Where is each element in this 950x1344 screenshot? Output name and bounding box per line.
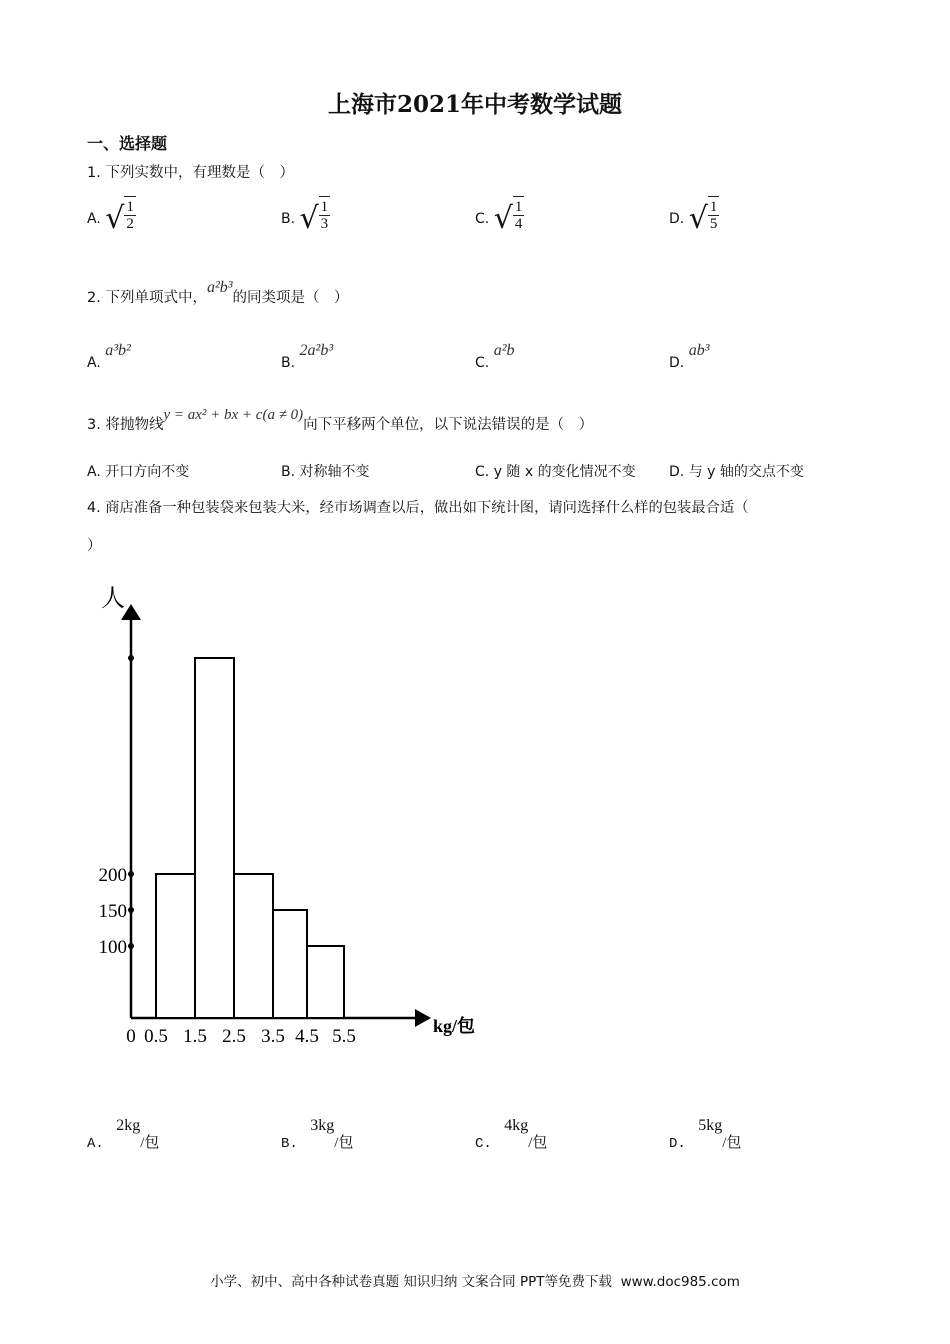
q3-option-b	[281, 461, 370, 481]
page-title: 上海市2021年中考数学试题	[327, 91, 622, 118]
stem-text: 向下平移两个单位，以下说法错误的是（ ）	[303, 417, 594, 433]
option-label: C.	[475, 211, 490, 227]
option-unit: /包	[334, 1135, 354, 1151]
option-label: A.	[87, 464, 101, 480]
option-unit: /包	[140, 1135, 160, 1151]
q1-option-b	[281, 196, 330, 242]
stem-text: 3. 将抛物线	[87, 417, 164, 433]
y-tick-dot	[128, 943, 134, 949]
option-label: B.	[281, 355, 296, 371]
sqrt-expression: √ $\frac{1}{2}$	[105, 196, 136, 242]
question-4-stem-line2: ）	[87, 538, 102, 554]
option-unit: /包	[528, 1135, 548, 1151]
x-tick-label: 2.5	[222, 1026, 246, 1047]
option-math: 2a²b³	[299, 342, 334, 359]
x-axis-label: kg/包	[433, 1016, 476, 1036]
q4-option-b	[281, 1114, 354, 1152]
fraction-denominator: 2	[126, 216, 134, 232]
question-2-stem	[87, 279, 349, 307]
option-label: D.	[669, 1136, 686, 1152]
stem-math: y = ax² + bx + c(a ≠ 0)	[163, 407, 304, 423]
q2-option-d	[669, 342, 710, 371]
sqrt-expression: √ $\frac{1}{5}$	[689, 196, 720, 242]
x-tick-label: 5.5	[332, 1026, 356, 1047]
option-label: C.	[475, 464, 490, 480]
option-text: y 随 x 的变化情况不变	[493, 464, 636, 480]
q2-option-a	[87, 342, 131, 371]
x-tick-label: 0.5	[144, 1026, 168, 1047]
sqrt-expression: √ $\frac{1}{4}$	[494, 196, 525, 242]
q3-option-a	[87, 461, 189, 481]
x-tick-label: 3.5	[261, 1026, 285, 1047]
histogram-bar	[307, 946, 344, 1018]
chart-bars	[156, 658, 344, 1018]
option-label: D.	[669, 464, 685, 480]
question-1-stem: 1. 下列实数中，有理数是（ ）	[87, 165, 294, 181]
footer-text: 小学、初中、高中各种试卷真题 知识归纳 文案合同 PPT等免费下载	[210, 1274, 612, 1290]
option-unit: /包	[722, 1135, 742, 1151]
option-value: 4kg	[504, 1117, 529, 1134]
fraction-denominator: 5	[709, 216, 718, 232]
question-3-stem	[87, 407, 594, 434]
option-label: C.	[475, 355, 490, 371]
stem-text: 2. 下列单项式中，	[87, 290, 207, 306]
x-tick-label: 0	[126, 1026, 136, 1047]
option-math: a²b	[493, 342, 515, 359]
histogram-bar	[156, 874, 195, 1018]
q3-option-c	[475, 461, 636, 481]
option-value: 5kg	[698, 1117, 723, 1134]
y-tick-dot	[128, 871, 134, 877]
histogram-bar	[234, 874, 273, 1018]
q4-option-d	[669, 1114, 742, 1152]
question-4-stem-line1: 4. 商店准备一种包装袋来包装大米，经市场调查以后，做出如下统计图，请问选择什么样的包装最合适（	[87, 500, 749, 516]
option-label: A.	[87, 1136, 104, 1152]
option-label: D.	[669, 355, 685, 371]
fraction-numerator: 1	[126, 199, 134, 215]
fraction-denominator: 3	[320, 216, 329, 232]
histogram-bar	[273, 910, 307, 1018]
option-label: B.	[281, 211, 296, 227]
histogram-bar	[195, 658, 234, 1018]
x-tick-label: 4.5	[295, 1026, 319, 1047]
page-footer	[0, 1270, 950, 1290]
option-text: 与 y 轴的交点不变	[688, 464, 804, 480]
option-math: ab³	[688, 342, 710, 359]
fraction-numerator: 1	[320, 199, 329, 215]
footer-url[interactable]: www.doc985.com	[620, 1274, 740, 1290]
x-axis-arrow	[415, 1009, 431, 1027]
fraction-denominator: 4	[514, 216, 523, 232]
option-label: D.	[669, 211, 685, 227]
option-label: A.	[87, 355, 101, 371]
chart-x-ticks	[126, 1026, 356, 1047]
y-tick-label: 200	[98, 865, 127, 886]
q2-option-c	[475, 342, 515, 371]
q3-option-d	[669, 461, 804, 481]
y-tick-label: 100	[98, 937, 127, 958]
stem-text: 的同类项是（ ）	[232, 290, 349, 306]
stem-math: a²b³	[206, 279, 233, 296]
y-tick-dot	[128, 907, 134, 913]
q4-option-a	[87, 1114, 160, 1152]
q4-option-c	[475, 1114, 548, 1152]
option-label: B.	[281, 464, 296, 480]
q1-option-a	[87, 196, 136, 242]
option-label: A.	[87, 211, 101, 227]
q1-option-d	[669, 196, 719, 242]
y-tick-dot	[128, 655, 134, 661]
option-label: C.	[475, 1136, 492, 1152]
chart-y-ticks	[99, 655, 135, 958]
option-value: 3kg	[310, 1117, 335, 1134]
y-axis-label: 人	[101, 586, 125, 612]
x-tick-label: 1.5	[183, 1026, 207, 1047]
option-text: 对称轴不变	[299, 464, 370, 480]
q1-option-c	[475, 196, 524, 242]
y-tick-label: 150	[98, 901, 127, 922]
histogram-chart	[85, 580, 505, 1050]
option-label: B.	[281, 1136, 298, 1152]
fraction-numerator: 1	[514, 199, 523, 215]
q2-option-b	[281, 342, 334, 371]
section-heading: 一、选择题	[87, 134, 168, 153]
fraction-numerator: 1	[709, 199, 718, 215]
option-math: a³b²	[105, 342, 131, 359]
option-text: 开口方向不变	[105, 464, 190, 480]
option-value: 2kg	[116, 1117, 141, 1134]
sqrt-expression: √ $\frac{1}{3}$	[300, 196, 331, 242]
